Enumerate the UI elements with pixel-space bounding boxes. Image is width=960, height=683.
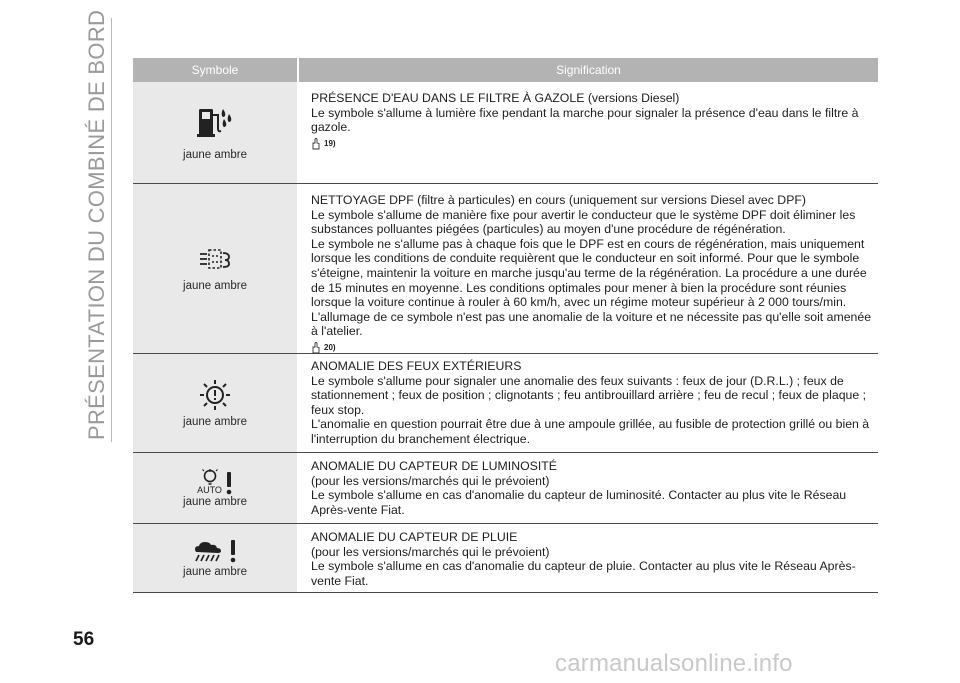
water-in-fuel-icon bbox=[196, 105, 234, 139]
row-title: PRÉSENCE D'EAU DANS LE FILTRE À GAZOLE (versions Diesel) bbox=[311, 91, 680, 105]
symbol-color-label: jaune ambre bbox=[183, 416, 247, 428]
row-paragraph: Le symbole s'allume en cas d'anomalie du capteur de luminosité. Contacter au plus vite le Réseau Après-vente Fiat. bbox=[311, 488, 847, 517]
row-paragraph: Le symbole s'allume à lumière fixe pendant la marche pour signaler la présence d'eau dans le filtre à gazole. bbox=[311, 105, 859, 135]
watermark: carmanualsonline.info bbox=[555, 650, 793, 677]
row-paragraph: L'allumage de ce symbole n'est pas une anomalie de la voiture et ne nécessite pas qu'elle soit amenée à l'atelier. bbox=[311, 309, 872, 339]
meaning-cell bbox=[297, 453, 878, 523]
meaning-cell bbox=[297, 184, 878, 353]
row-title: ANOMALIE DU CAPTEUR DE LUMINOSITÉ bbox=[311, 459, 557, 473]
symbol-cell bbox=[133, 184, 297, 353]
chapter-divider bbox=[111, 18, 112, 442]
meaning-cell bbox=[297, 354, 878, 452]
table-header bbox=[133, 58, 878, 82]
symbol-cell bbox=[133, 354, 297, 452]
table-row bbox=[133, 354, 878, 453]
exterior-lights-fault-icon bbox=[197, 378, 233, 412]
dpf-cleaning-icon bbox=[198, 246, 232, 272]
bulb-icon bbox=[201, 468, 219, 486]
rain-sensor-fault-icon bbox=[193, 539, 237, 563]
row-paragraph: Le symbole s'allume de manière fixe pour avertir le conducteur que le système DPF doit éliminer les substances polluantes piégées (particules) au moyen d'une procédure de régénération. bbox=[311, 207, 856, 237]
symbols-table bbox=[133, 58, 878, 593]
warning-reference: 20) bbox=[311, 341, 878, 356]
hand-pointer-icon bbox=[311, 342, 321, 354]
chapter-title: PRÉSENTATION DU COMBINÉ DE BORD bbox=[84, 9, 109, 440]
row-title: NETTOYAGE DPF (filtre à particules) en cours (uniquement sur versions Diesel avec DPF) bbox=[311, 193, 806, 207]
table-row bbox=[133, 453, 878, 524]
symbol-cell bbox=[133, 524, 297, 592]
header-meaning: Signification bbox=[299, 58, 878, 82]
row-paragraph: Le symbole ne s'allume pas à chaque fois que le DPF est en cours de régénération, mais uniquement lorsque les conditions de conduite requièrent que le conducteur en soit informé. Pour que le symbole s'éteigne, maintenir la voiture en marche jusqu'au terme de la régénération. La procédure a une durée de 15 minutes en moyenne. Les conditions optimales pour mener à bien la procédure sont réunies lorsque la voiture continue à rouler à 60 km/h, avec un régime moteur supérieur à 2 000 tours/min. bbox=[311, 236, 867, 310]
symbol-cell bbox=[133, 453, 297, 523]
table-row bbox=[133, 184, 878, 354]
table-row bbox=[133, 524, 878, 593]
symbol-color-label: jaune ambre bbox=[183, 279, 247, 292]
row-paragraph: Le symbole s'allume pour signaler une anomalie des feux suivants : feux de jour (D.R.L.) ; feux de stationnement ; feux de position ; clignotants ; feu antibrouillard arrière ; feu de recul ; feux de plaque ; feux stop. bbox=[311, 373, 867, 417]
warning-reference: 19) bbox=[311, 137, 878, 152]
light-sensor-fault-icon: AUTO bbox=[197, 468, 233, 495]
page-number: 56 bbox=[73, 629, 95, 650]
row-paragraph: (pour les versions/marchés qui le prévoient) bbox=[311, 544, 550, 559]
row-paragraph: (pour les versions/marchés qui le prévoient) bbox=[311, 473, 550, 488]
exclamation-icon bbox=[229, 539, 237, 563]
row-paragraph: Le symbole s'allume en cas d'anomalie du capteur de pluie. Contacter au plus vite le Réseau Après-vente Fiat. bbox=[311, 559, 856, 588]
symbol-color-label: jaune ambre bbox=[183, 148, 247, 161]
row-paragraph: L'anomalie en question pourrait être due à une ampoule grillée, au fusible de protection grillé ou bien à l'interruption du branchement électrique. bbox=[311, 417, 870, 446]
symbol-color-label: jaune ambre bbox=[183, 496, 247, 508]
rain-cloud-icon bbox=[193, 541, 225, 563]
symbol-cell bbox=[133, 82, 297, 183]
row-title: ANOMALIE DU CAPTEUR DE PLUIE bbox=[311, 530, 518, 544]
row-title: ANOMALIE DES FEUX EXTÉRIEURS bbox=[311, 359, 522, 373]
meaning-cell bbox=[297, 524, 878, 592]
hand-pointer-icon bbox=[311, 138, 321, 150]
table-row bbox=[133, 82, 878, 184]
meaning-cell bbox=[297, 82, 878, 183]
exclamation-icon bbox=[225, 471, 233, 495]
header-symbol: Symbole bbox=[133, 58, 297, 82]
symbol-color-label: jaune ambre bbox=[183, 565, 247, 578]
